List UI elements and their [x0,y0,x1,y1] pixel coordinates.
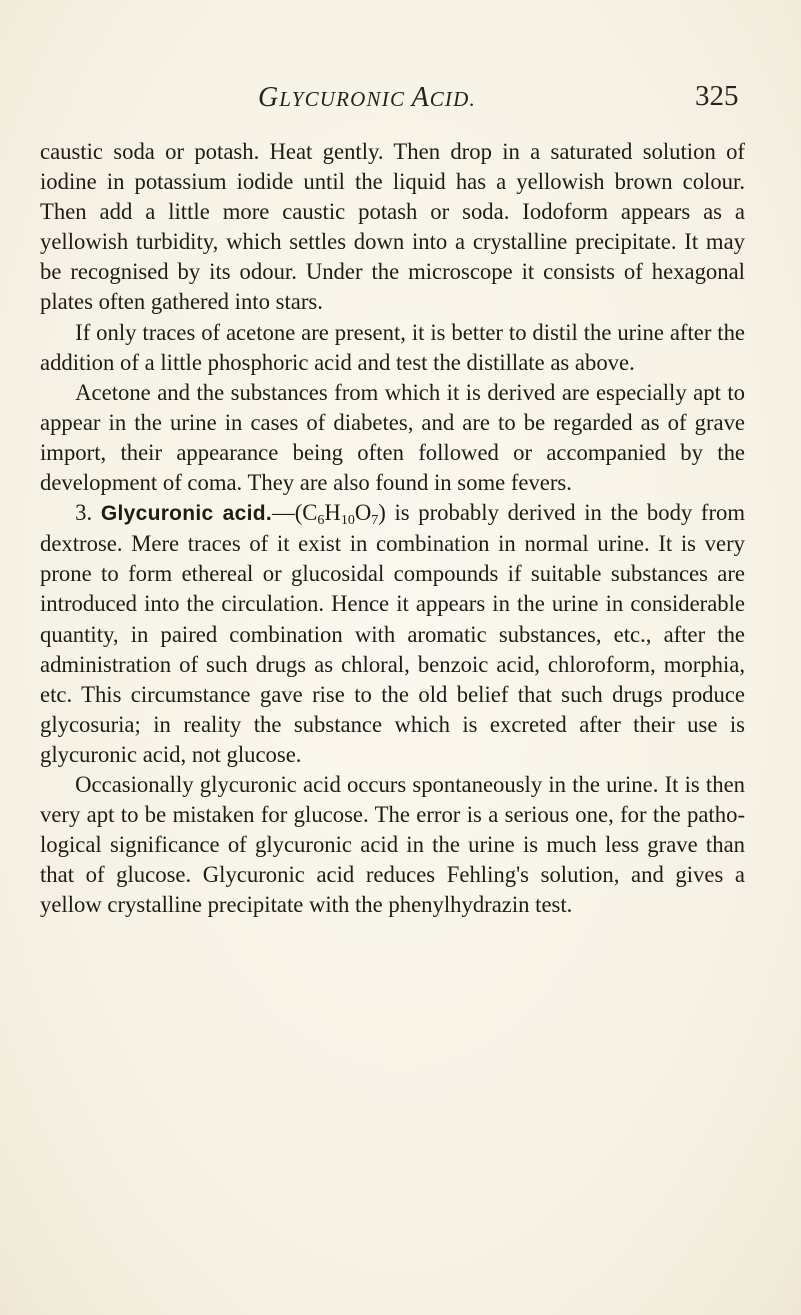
paragraph-occasionally: Occasionally glycuronic acid occurs spontaneously in the urine. It is then very apt to be mistaken for glucose. The error is a serious one, for the pathological significance of glycuronic acid in the urine is much less grave than that of glucose. Glycuronic acid reduces Fehling's solution, and gives a yellow crystalline precipitate with the phenylhydrazin test. [40,771,745,918]
running-head-smallcaps-2: CID. [429,87,476,111]
page-number: 325 [695,80,739,112]
body-text [40,137,745,920]
paragraph-acetone-traces: If only traces of acetone are present, it is better to distil the urine after the addition of a little phosphoric acid and test the distillate as above. [40,319,745,375]
paragraph-glycuronic-acid [40,498,745,770]
paragraph-continued: caustic soda or potash. Heat gently. Then drop in a saturated solution of iodine in potassium iodide until the liquid has a yellowish brown colour. Then add a little more caustic potash or soda. Iodoform appears as a yellowish turbidity, which settles down into a crystalline precipitate. It may be recognised by its odour. Under the microscope it consists of hexagonal plates often gathered into stars. [40,139,745,315]
section-heading: Glycuronic acid. [100,502,273,526]
formula: $—(C_6H_{10}O_7)$ [272,500,386,529]
running-head [258,82,476,114]
section-number: 3. [75,500,93,526]
running-head-smallcaps-1: LYCURONIC [279,87,412,111]
running-head-initial-1: G [258,82,280,113]
paragraph-acetone-diabetes: Acetone and the substances from which it is derived are especially apt to appear in the urine in cases of diabetes, and are to be regarded as of grave import, their appearance being often followed or accompanied by the development of coma. They are also found in some fevers. [40,379,745,496]
section-body: is probably derived in the body from dextrose. Mere traces of it exist in combination in normal urine. It is very prone to form ethereal or glucosidal compounds if suitable substances are introduced into the circulation. Hence it appears in the urine in considerable quantity, in paired combination with aromatic substances, etc., after the administration of such drugs as chloral, benzoic acid, chloroform, morphia, etc. This circumstance gave rise to the old belief that such drugs produce glycosuria; in reality the substance which is excreted after their use is glycuronic acid, not glucose. [40,500,746,767]
running-head-initial-2: A [411,82,430,113]
